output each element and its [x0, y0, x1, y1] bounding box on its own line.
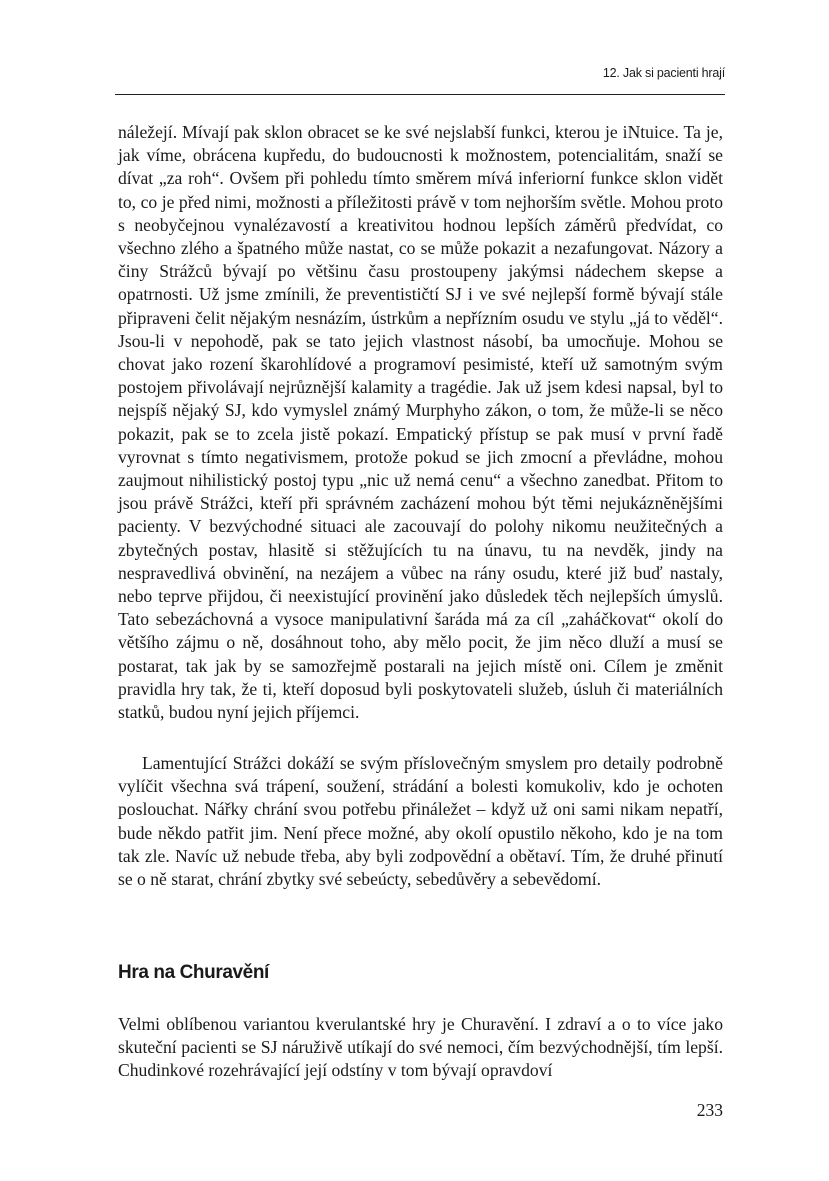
paragraph-text: Lamentující Strážci dokáží se svým příslovečným smyslem pro detaily podrobně vylíčit všechna svá trápení, soužení, strádání a bolesti komukoliv, kdo je ochoten poslouchat. Nářky chrání svou potřebu přináležet – když už oni sami nikam nepatří, bude někdo patřit jim. Není přece možné, aby okolí opustilo někoho, kdo je na tom tak zle. Navíc už nebude třeba, aby byli zodpovědní a obětaví. Tím, že druhé přinutí se o ně starat, chrání zbytky své sebeúcty, sebedůvěry a sebevědomí.: [118, 753, 723, 890]
body-paragraph-1: [118, 121, 723, 724]
paragraph-text: náležejí. Mívají pak sklon obracet se ke své nejslabší funkci, kterou je iNtuice. Ta je, jak víme, obrácena kupředu, do budoucnosti k možnostem, potencialitám, snaží se dívat „za roh“. Ovšem při pohledu tímto směrem mívá inferiorní funkce sklon vidět to, co je před nimi, možnosti a příležitosti právě v tom nejhorším světle. Mohou proto s neobyčejnou vynalézavostí a kreativitou hodnou lepších záměrů předvídat, co všechno zlého a špatného může nastat, co se může pokazit a nezafungovat. Názory a činy Strážců bývají po většinu času prostoupeny jakýmsi nádechem skepse a opatrnosti. Už jsme zmínili, že preventističtí SJ i ve své nejlepší formě bývají stále připraveni čelit nějakým nesnázím, ústrkům a nepřízním osudu ve stylu „já to věděl“. Jsou-li v nepohodě, pak se tato jejich vlastnost násobí, ba umocňuje. Mohou se chovat jako rození škarohlídové a programoví pesimisté, kteří už samotným svým postojem přivolávají nejrůznější kalamity a tragédie. Jak už jsem kdesi napsal, byl to nejspíš nějaký SJ, kdo vymyslel známý Murphyho zákon, o tom, že může-li se něco pokazit, pak se to zcela jistě pokazí. Empatický přístup se pak musí v první řadě vyrovnat s tímto negativismem, protože pokud se jich zmocní a převládne, mohou zaujmout nihilistický postoj typu „nic už nemá cenu“ a všechno zanedbat. Přitom to jsou právě Strážci, kteří při správném zacházení mohou být těmi nejukázněnějšími pacienty. V bezvýchodné situaci ale zacouvají do polohy nikomu neužitečných a zbytečných postav, hlasitě si stěžujících tu na únavu, tu na nevděk, jindy na nespravedlivá obvinění, na nezájem a vůbec na rány osudu, které již buď nastaly, nebo teprve přijdou, či neexistující provinění jako důsledek těch nejlepších úmyslů. Tato sebezáchovná a vysoce manipulativní šaráda má za cíl „zaháčkovat“ okolí do většího zájmu o ně, dosáhnout toho, aby mělo pocit, že jim něco dluží a musí se postarat, tak jak by se samozřejmě postarali na jejich místě oni. Cílem je změnit pravidla hry tak, že ti, kteří doposud byli poskytovateli služeb, úsluh či materiálních statků, budou nyní jejich příjemci.: [118, 122, 723, 723]
header-rule: [115, 94, 725, 95]
body-paragraph-2: [118, 752, 723, 891]
paragraph-text: Velmi oblíbenou variantou kverulantské hry je Churavění. I zdraví a o to více jako skuteční pacienti se SJ náruživě utíkají do své nemoci, čím bezvýchodnější, tím lepší. Chudinkové rozehrávající její odstíny v tom bývají opravdoví: [118, 1014, 723, 1081]
page-number: 233: [696, 1100, 723, 1120]
running-head: 12. Jak si pacienti hrají: [602, 66, 725, 80]
section-heading: Hra na Churavění: [118, 962, 269, 983]
section-paragraph: [118, 1013, 723, 1083]
